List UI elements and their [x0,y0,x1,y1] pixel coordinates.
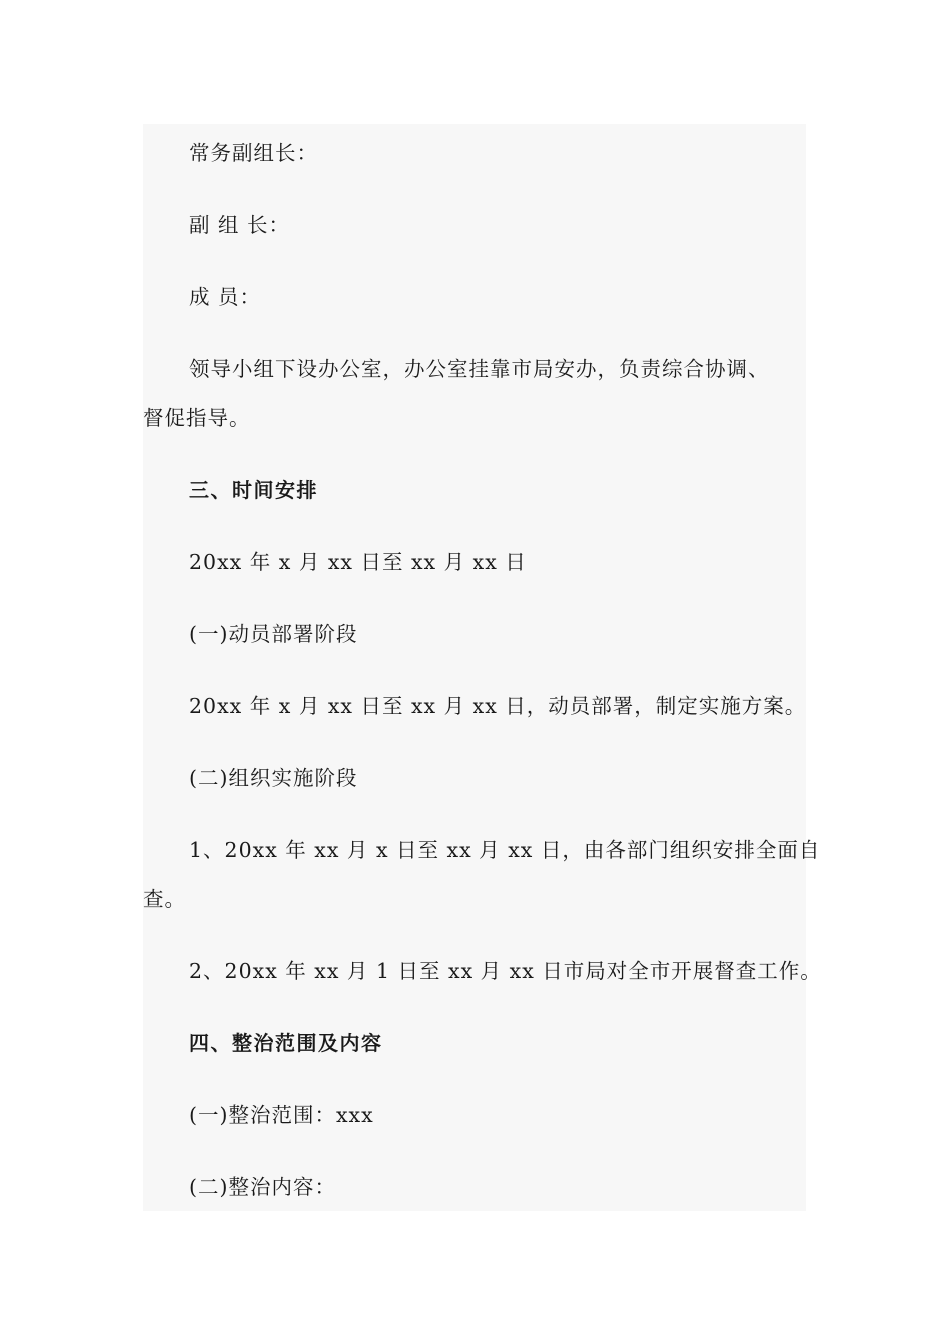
phase-2-item-1-text-cont: 查。 [143,887,186,911]
phase-2-item-2: 2、20xx 年 xx 月 1 日至 xx 月 xx 日市局对全市开展督查工作。 [189,959,822,983]
phase-1-title: (一)动员部署阶段 [189,622,358,646]
phase-2-item-1-text: 1、20xx 年 xx 月 x 日至 xx 月 xx 日，由各部门组织安排全面自 [189,838,821,862]
office-paragraph-text: 领导小组下设办公室，办公室挂靠市局安办，负责综合协调、 [189,357,770,381]
document-page [143,124,822,1211]
deputy-leader-line: 副 组 长： [189,213,291,237]
phase-2-title: (二)组织实施阶段 [189,766,358,790]
section-heading-scope: 四、整治范围及内容 [189,1031,383,1055]
content-line: (二)整治内容： [189,1175,336,1199]
scope-line: (一)整治范围：xxx [189,1103,374,1127]
office-paragraph-text-cont: 督促指导。 [143,406,251,430]
time-range-line: 20xx 年 x 月 xx 日至 xx 月 xx 日 [189,550,527,574]
members-line: 成 员： [189,285,262,309]
section-heading-time: 三、时间安排 [189,478,318,502]
phase-1-description: 20xx 年 x 月 xx 日至 xx 月 xx 日，动员部署，制定实施方案。 [189,694,807,718]
deputy-leader-exec-line: 常务副组长： [189,141,318,165]
